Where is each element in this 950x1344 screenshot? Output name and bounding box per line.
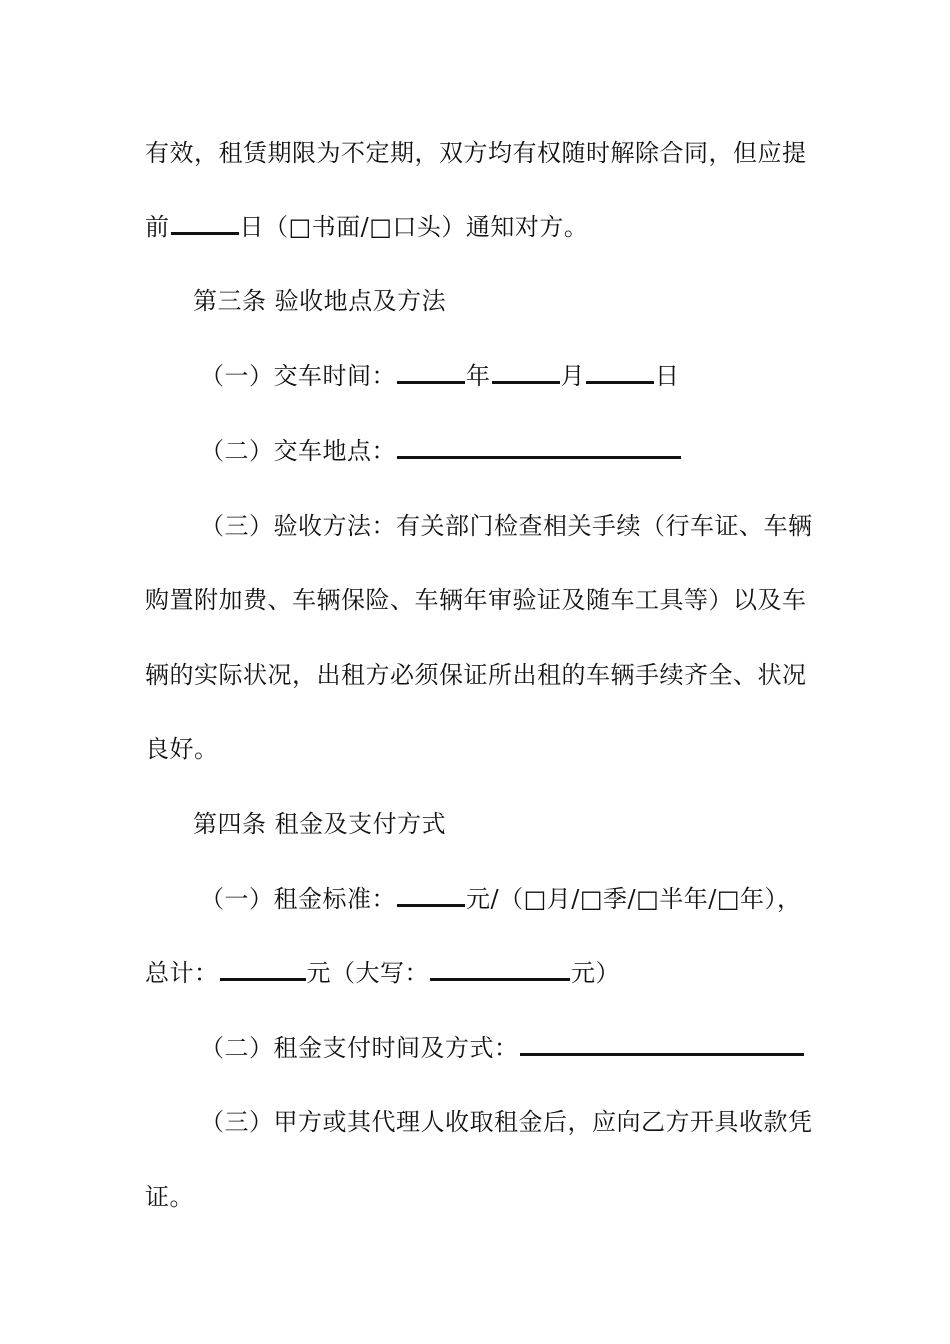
text: 辆的实际状况，出租方必须保证所出租的车辆手续齐全、状况 <box>145 661 807 689</box>
text: 有效，租赁期限为不定期，双方均有权随时解除合同，但应提 <box>145 139 807 167</box>
article-4-heading <box>193 809 858 839</box>
day-blank[interactable] <box>586 363 654 384</box>
heading-text: 第四条 租金及支付方式 <box>193 810 447 838</box>
paragraph-line <box>145 734 810 764</box>
text: 购置附加费、车辆保险、车辆年审验证及随车工具等）以及车 <box>145 586 807 614</box>
text: 元/（□月/□季/□半年/□年）， <box>466 885 802 913</box>
rent-amount-blank[interactable] <box>397 886 465 907</box>
text: 日（□书面/□口头）通知对方。 <box>239 213 589 241</box>
label: （一）交车时间： <box>200 362 396 390</box>
label: （二）租金支付时间及方式： <box>200 1034 519 1062</box>
text: 日 <box>655 362 680 390</box>
paragraph-line <box>145 1182 810 1212</box>
text: 元） <box>571 959 620 987</box>
fill-blank[interactable] <box>171 214 239 235</box>
text: 证。 <box>145 1183 194 1211</box>
text: 前 <box>145 213 170 241</box>
label: 总计： <box>145 959 219 987</box>
text: 元（大写： <box>306 959 429 987</box>
text: 年 <box>466 362 491 390</box>
total-blank[interactable] <box>220 960 306 981</box>
text: 良好。 <box>145 735 219 763</box>
year-blank[interactable] <box>397 363 465 384</box>
paragraph-line <box>200 1107 865 1137</box>
label: （二）交车地点： <box>200 437 396 465</box>
rent-standard-line <box>200 884 865 914</box>
paragraph-line <box>145 138 810 168</box>
total-uppercase-blank[interactable] <box>430 960 570 981</box>
label: （一）租金标准： <box>200 885 396 913</box>
paragraph-line <box>145 585 810 615</box>
paragraph-line <box>145 660 810 690</box>
payment-blank[interactable] <box>520 1035 804 1056</box>
payment-method-line <box>200 1033 865 1063</box>
paragraph-line <box>200 511 865 541</box>
delivery-time-line <box>200 361 865 391</box>
text: （三）甲方或其代理人收取租金后，应向乙方开具收款凭 <box>200 1108 813 1136</box>
month-blank[interactable] <box>492 363 560 384</box>
text: （三）验收方法：有关部门检查相关手续（行车证、车辆 <box>200 512 813 540</box>
rent-total-line <box>145 958 810 988</box>
delivery-place-line <box>200 436 865 466</box>
heading-text: 第三条 验收地点及方法 <box>193 287 447 315</box>
place-blank[interactable] <box>397 438 681 459</box>
text: 月 <box>560 362 585 390</box>
paragraph-line <box>145 212 810 242</box>
article-3-heading <box>193 286 858 316</box>
